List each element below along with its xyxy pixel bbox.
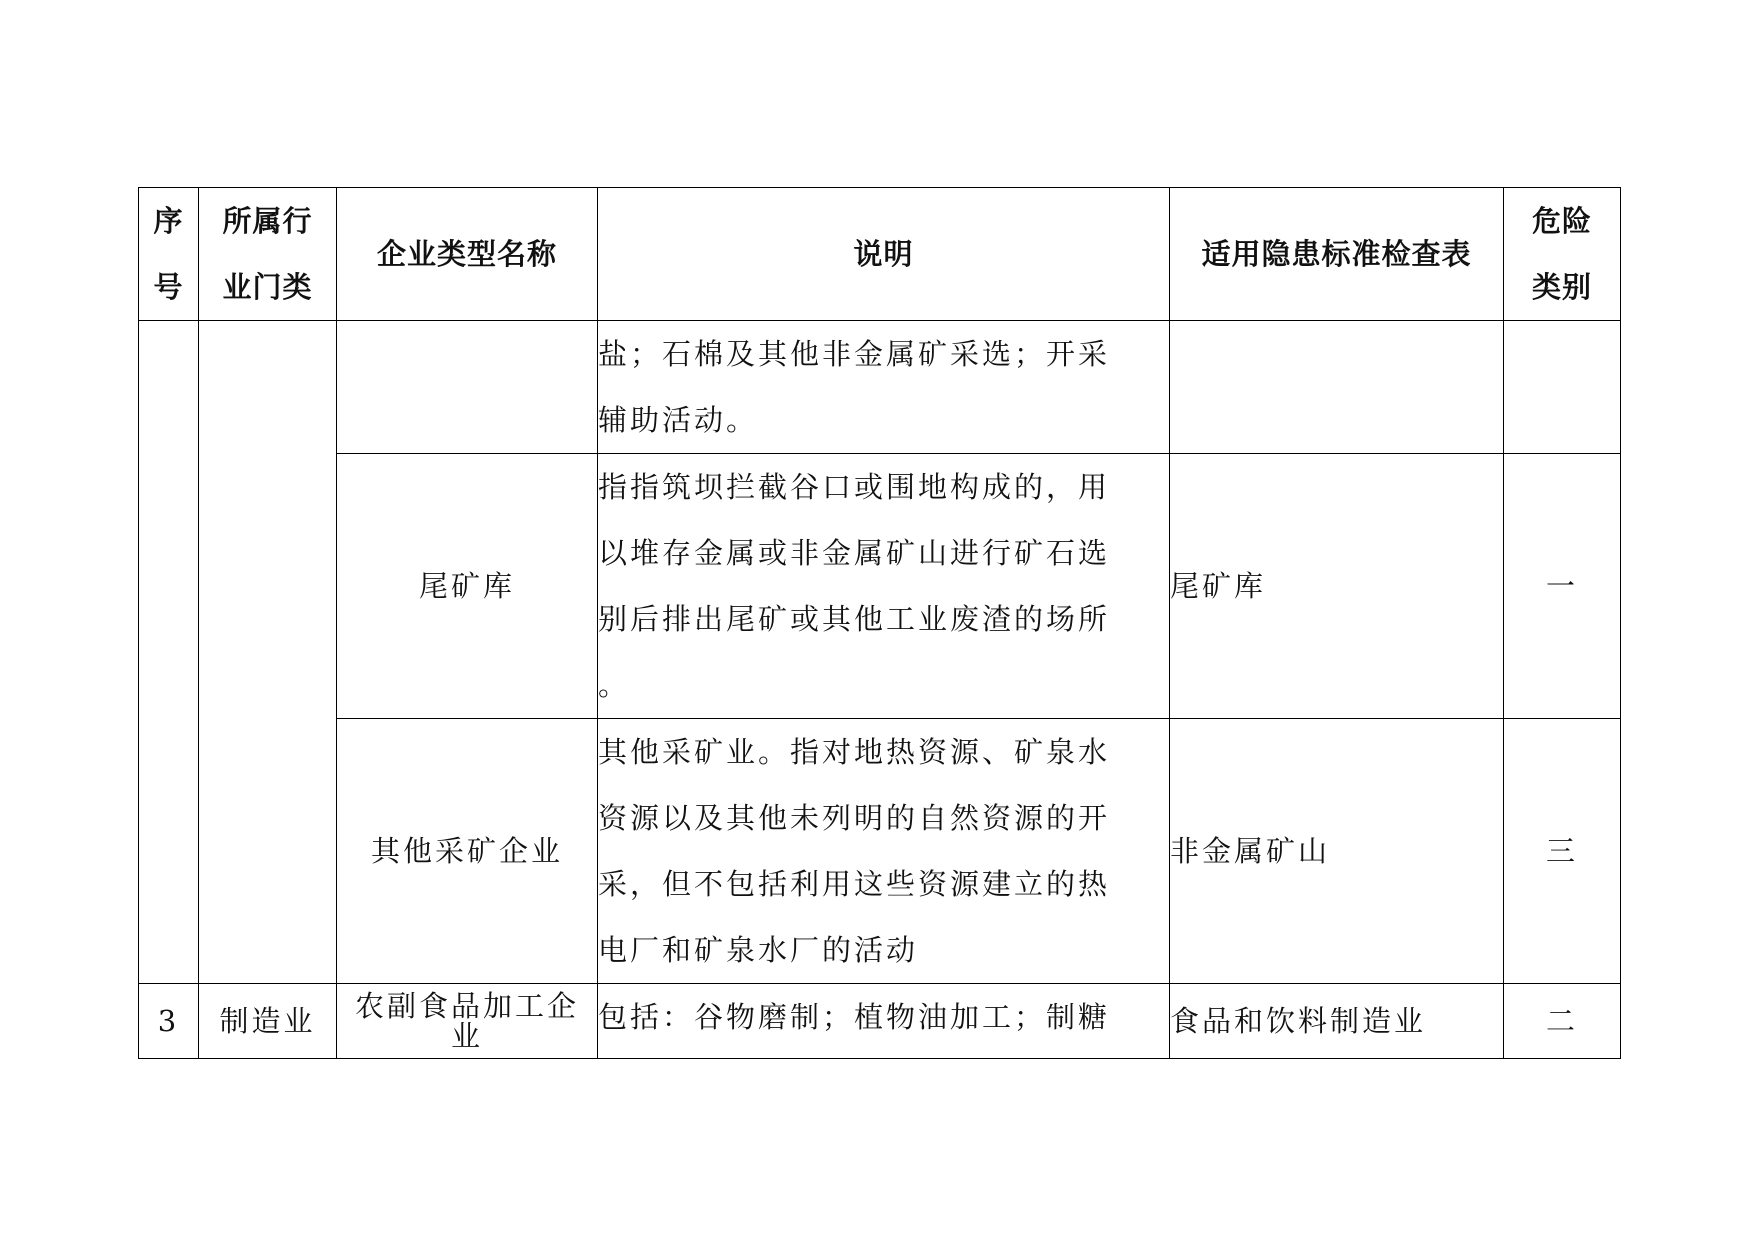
- cell-description: [598, 719, 1170, 984]
- enterprise-type-line: 农副食品加工企: [354, 989, 579, 1023]
- description-line: 采，但不包括利用这些资源建立的热: [598, 867, 1111, 901]
- cell-enterprise-type: 尾矿库: [337, 454, 598, 719]
- header-industry-line2: 业门类: [222, 270, 313, 304]
- description-line: 包括：谷物磨制；植物油加工；制糖: [598, 1000, 1111, 1034]
- table-row: [139, 321, 1621, 454]
- cell-risk: [1504, 321, 1621, 454]
- cell-risk: 二: [1504, 984, 1621, 1059]
- cell-enterprise-type: [337, 984, 598, 1059]
- description-line: 别后排出尾矿或其他工业废渣的场所: [598, 602, 1111, 636]
- description-line: 。: [598, 668, 631, 702]
- table-row: [139, 984, 1621, 1059]
- enterprise-type-line: 业: [450, 1019, 483, 1053]
- description-line: 以堆存金属或非金属矿山进行矿石选: [598, 536, 1111, 570]
- header-seq-line1: 序: [153, 204, 184, 238]
- cell-checklist: 尾矿库: [1170, 454, 1504, 719]
- hazard-classification-table: [138, 187, 1621, 1059]
- header-seq: [139, 188, 199, 321]
- cell-industry: [199, 321, 337, 984]
- description-line: 电厂和矿泉水厂的活动: [598, 933, 919, 967]
- cell-enterprise-type: [337, 321, 598, 454]
- cell-enterprise-type: 其他采矿企业: [337, 719, 598, 984]
- header-description: 说明: [598, 188, 1170, 321]
- cell-risk: 三: [1504, 719, 1621, 984]
- description-line: 辅助活动。: [598, 403, 759, 437]
- description-line: 其他采矿业。指对地热资源、矿泉水: [598, 735, 1111, 769]
- header-industry: [199, 188, 337, 321]
- header-risk: [1504, 188, 1621, 321]
- cell-description: [598, 984, 1170, 1059]
- description-line: 指指筑坝拦截谷口或围地构成的，用: [598, 470, 1111, 504]
- cell-risk: 一: [1504, 454, 1621, 719]
- description-line: 盐；石棉及其他非金属矿采选；开采: [598, 337, 1111, 371]
- cell-checklist: [1170, 321, 1504, 454]
- cell-description: [598, 321, 1170, 454]
- cell-checklist: 非金属矿山: [1170, 719, 1504, 984]
- cell-industry: 制造业: [199, 984, 337, 1059]
- cell-checklist: 食品和饮料制造业: [1170, 984, 1504, 1059]
- header-enterprise-type: 企业类型名称: [337, 188, 598, 321]
- header-risk-line1: 危险: [1531, 204, 1592, 238]
- table-row: [139, 454, 1621, 719]
- header-checklist: 适用隐患标准检查表: [1170, 188, 1504, 321]
- description-line: 资源以及其他未列明的自然资源的开: [598, 801, 1111, 835]
- cell-seq: 3: [139, 984, 199, 1059]
- header-industry-line1: 所属行: [222, 204, 313, 238]
- cell-description: [598, 454, 1170, 719]
- table-header-row: [139, 188, 1621, 321]
- table-row: [139, 719, 1621, 984]
- header-risk-line2: 类别: [1531, 270, 1592, 304]
- header-seq-line2: 号: [153, 270, 184, 304]
- cell-seq: [139, 321, 199, 984]
